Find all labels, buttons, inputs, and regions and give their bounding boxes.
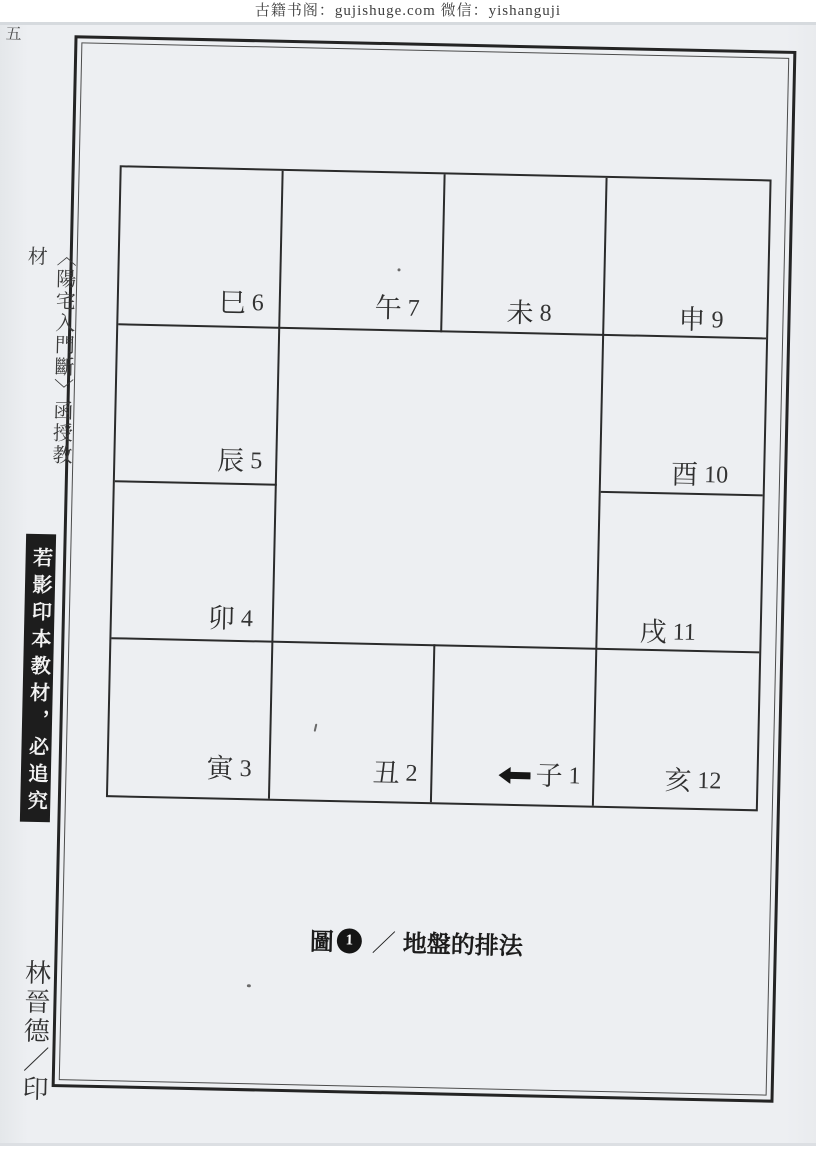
figure-caption-title: 地盤的排法 <box>402 930 524 961</box>
figure-number-badge: 1 <box>337 928 363 954</box>
cell-number: 2 <box>405 760 418 787</box>
branch-char: 巳 <box>218 287 247 319</box>
cell-mao <box>208 603 254 634</box>
cell-number: 9 <box>711 307 724 334</box>
branch-char: 子 <box>535 760 563 792</box>
scan-speck <box>397 268 400 271</box>
left-arrow-icon <box>498 760 531 791</box>
scan-speck <box>247 984 251 987</box>
cell-number: 4 <box>240 606 254 633</box>
cell-number: 5 <box>250 448 263 475</box>
scan-speck <box>314 724 318 732</box>
copy-warning-banner: 若影印本教材，必追究 <box>20 534 56 823</box>
branch-char: 丑 <box>372 757 400 789</box>
cell-number: 1 <box>568 763 581 790</box>
cell-yin <box>206 753 252 784</box>
cell-number: 11 <box>672 619 697 646</box>
cell-number: 3 <box>239 756 252 783</box>
figure-caption-prefix: 圖 <box>309 928 335 957</box>
grid-line <box>430 644 435 802</box>
cell-number: 12 <box>697 768 722 795</box>
grid-line <box>115 480 277 486</box>
figure-caption <box>310 922 524 962</box>
page-border-frame <box>52 35 797 1103</box>
branch-char: 辰 <box>216 445 245 477</box>
cell-xu <box>639 617 696 648</box>
cell-hai <box>664 765 722 796</box>
cell-number: 7 <box>407 295 420 322</box>
branch-char: 申 <box>678 304 706 336</box>
branch-char: 寅 <box>206 753 234 784</box>
branch-char: 亥 <box>664 765 692 796</box>
cell-zi <box>498 760 581 792</box>
branch-char: 午 <box>374 292 403 324</box>
cell-wei <box>506 298 552 329</box>
branch-char: 戌 <box>639 616 668 648</box>
course-title-vertical: 〈陽宅入門斷〉函授教材 <box>24 245 76 467</box>
branch-char: 卯 <box>207 603 236 634</box>
cell-shen <box>678 304 724 335</box>
cell-you <box>671 459 729 490</box>
branch-char: 未 <box>506 297 534 329</box>
cell-number: 8 <box>539 300 552 327</box>
author-seal: 林晉德／印 <box>18 958 52 1105</box>
caption-separator: ／ <box>371 929 397 958</box>
branch-char: 酉 <box>670 459 699 490</box>
earth-plate-grid <box>106 165 772 811</box>
cell-chou <box>372 758 418 789</box>
cell-number: 6 <box>251 290 265 317</box>
watermark-header: 古籍书阁：gujishuge.com 微信：yishanguji <box>0 1 816 22</box>
scan-background <box>0 22 816 1146</box>
cell-number: 10 <box>703 462 729 489</box>
grid-line <box>601 491 763 497</box>
cell-si <box>218 287 264 318</box>
cell-chen <box>217 445 263 476</box>
cell-wu <box>374 293 420 324</box>
page-number: 五 <box>2 24 21 42</box>
grid-line <box>440 174 445 332</box>
